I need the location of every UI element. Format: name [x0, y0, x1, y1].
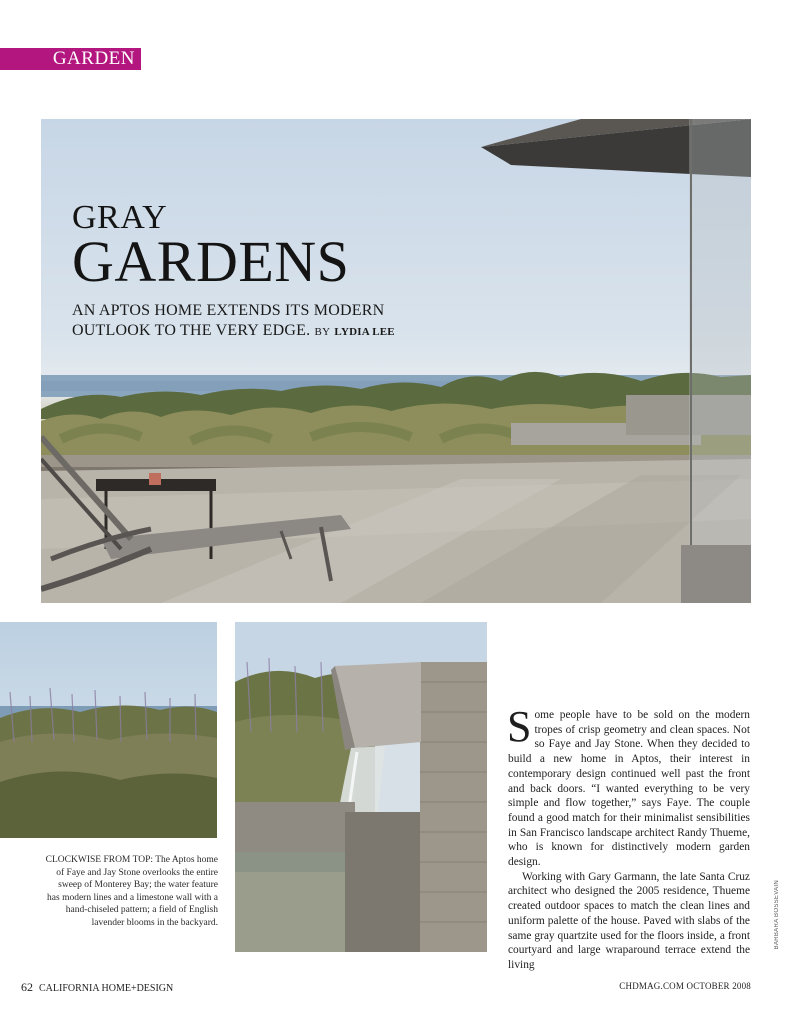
- drop-cap: S: [507, 702, 532, 751]
- magazine-name: CALIFORNIA HOME+DESIGN: [39, 983, 174, 994]
- photo-caption: CLOCKWISE FROM TOP: The Aptos home of Faye and Jay Stone overlooks the entire sweep of Monterey Bay; the water feature has modern lines and a limestone wall with a hand-chiseled pattern; a field of English lavender blooms in the backyard.: [45, 855, 218, 928]
- byline-author: LYDIA LEE: [334, 326, 395, 338]
- photo-credit: BARBARA BOSSEVAIN: [774, 880, 780, 950]
- paragraph-1-text: ome people have to be sold on the modern tropes of crisp geometry and clean spaces. Not so Faye and Jay Stone. When they decided to build a new home in Aptos, their interest in contemporary design continued well past the front and back doors. “I wanted everything to be very simple and flow together,” says Faye. The couple found a good match for their minimalist sensibilities in San Francisco landscape architect Randy Thueme, who is known for distinctively modern garden design.: [508, 709, 750, 869]
- section-tag: GARDEN: [0, 48, 141, 70]
- deck-text: AN APTOS HOME EXTENDS ITS MODERN OUTLOOK TO THE VERY EDGE.: [72, 302, 385, 339]
- article-body: [507, 702, 750, 973]
- headline-line-1: GRAY: [72, 199, 168, 236]
- page-number: 62: [21, 980, 33, 994]
- paragraph-1: [507, 702, 750, 870]
- terrace-illustration: [41, 119, 751, 603]
- deck: [72, 301, 432, 342]
- byline-prefix: BY: [314, 326, 331, 338]
- headline-line-2: GARDENS: [72, 229, 350, 294]
- hero-photo: [41, 119, 751, 603]
- footer-right: CHDMAG.COM OCTOBER 2008: [619, 981, 751, 991]
- water-feature-photo: [235, 622, 487, 952]
- lavender-field-photo: [0, 622, 217, 838]
- headline: [72, 199, 350, 294]
- footer-left: [21, 980, 173, 995]
- paragraph-2: Working with Gary Garmann, the late Santa Cruz architect who designed the 2005 residence, Thueme created outdoor spaces to match the clean lines and uniform palette of the house. Paved with slabs of the same gray quartzite used for the floors inside, a front courtyard and large wraparound terrace extend the living: [508, 870, 750, 971]
